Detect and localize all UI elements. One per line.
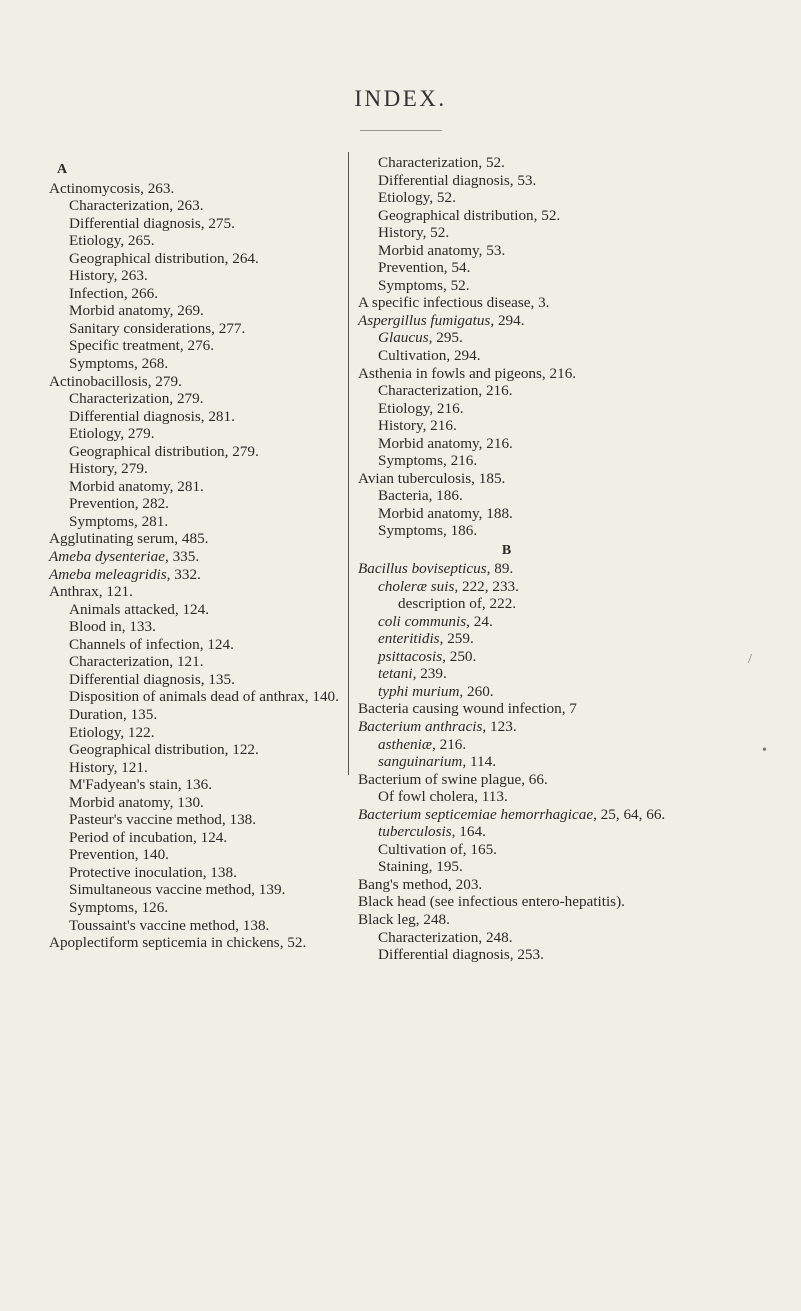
index-entry-text: Pasteur's vaccine method, 138.	[69, 811, 257, 829]
index-entry-term: Bacillus bovisepticus,	[358, 560, 491, 578]
index-entry-text: 335.	[168, 548, 200, 566]
stray-mark-dot: •	[762, 743, 767, 758]
index-entry-text: Symptoms, 268.	[69, 355, 169, 373]
index-entry	[358, 946, 753, 964]
index-entry-text: Etiology, 122.	[69, 723, 155, 741]
index-entry-text: Symptoms, 281.	[69, 512, 169, 530]
index-entry-text: Disposition of animals dead of anthrax, 140.	[69, 688, 339, 706]
index-entry-text: Anthrax, 121.	[49, 583, 133, 601]
index-entry-text: Specific treatment, 276.	[69, 337, 215, 355]
index-entry-term: enteritidis,	[378, 630, 444, 648]
index-entry-text: description of, 222.	[398, 595, 517, 613]
index-entry-text: Symptoms, 126.	[69, 898, 169, 916]
index-entry-term: sanguinarium,	[378, 753, 467, 771]
index-entry	[49, 618, 339, 636]
index-entry	[358, 294, 753, 312]
index-entry	[358, 522, 753, 540]
index-entry	[358, 242, 753, 260]
index-entry-text: 259.	[443, 630, 474, 648]
index-entry	[358, 312, 753, 330]
index-entry-text: 123.	[486, 717, 517, 735]
index-entry-text: Morbid anatomy, 216.	[378, 434, 513, 452]
index-entry	[358, 487, 753, 505]
index-entry	[49, 688, 339, 706]
index-entry	[358, 911, 753, 929]
index-entry-text: Differential diagnosis, 281.	[69, 407, 235, 425]
index-entry	[358, 736, 753, 754]
index-entry	[49, 881, 339, 899]
index-entry-text: Differential diagnosis, 253.	[378, 946, 544, 964]
index-entry-text: Geographical distribution, 279.	[69, 442, 259, 460]
index-entry	[49, 250, 339, 268]
index-entry-text: Etiology, 265.	[69, 232, 155, 250]
index-entry	[49, 215, 339, 233]
index-entry-text: Etiology, 52.	[378, 189, 456, 207]
index-entry-text: Black leg, 248.	[358, 910, 450, 928]
index-entry-text: Differential diagnosis, 53.	[378, 171, 537, 189]
index-entry-text: Agglutinating serum, 485.	[49, 530, 209, 548]
entries-a-continued	[358, 154, 753, 540]
index-entry	[49, 373, 339, 391]
index-entry-text: Characterization, 121.	[69, 653, 204, 671]
index-entry-text: 25, 64, 66.	[596, 805, 666, 823]
index-entry	[358, 505, 753, 523]
index-entry-text: Bacteria, 186.	[378, 487, 463, 505]
index-entry-text: Avian tuberculosis, 185.	[358, 469, 506, 487]
index-entry	[358, 172, 753, 190]
index-entry-term: Ameba meleagridis,	[49, 565, 171, 583]
index-entry-text: Symptoms, 216.	[378, 452, 478, 470]
index-entry	[358, 400, 753, 418]
index-entry	[358, 578, 753, 596]
index-entry-term: Aspergillus fumigatus,	[358, 311, 495, 329]
index-entry-text: History, 121.	[69, 758, 148, 776]
index-entry-text: 216.	[435, 735, 467, 753]
index-entry-text: Morbid anatomy, 188.	[378, 504, 513, 522]
index-entry-term: coli communis,	[378, 612, 470, 630]
index-entry-text: Differential diagnosis, 275.	[69, 214, 235, 232]
index-entry-text: Characterization, 52.	[378, 154, 505, 171]
index-entry-text: Toussaint's vaccine method, 138.	[69, 916, 270, 934]
index-entry	[49, 232, 339, 250]
index-entry-text: Bacterium of swine plague, 66.	[358, 770, 548, 788]
index-entry	[358, 876, 753, 894]
index-entry-text: Characterization, 216.	[378, 382, 513, 400]
index-entry-text: Protective inoculation, 138.	[69, 863, 237, 881]
index-entry-text: Actinobacillosis, 279.	[49, 372, 182, 390]
index-entry	[49, 443, 339, 461]
index-entry	[49, 495, 339, 513]
index-column-right	[358, 154, 753, 964]
index-entry	[358, 648, 753, 666]
index-entry	[49, 934, 339, 952]
index-entry-text: Prevention, 140.	[69, 846, 169, 864]
index-entry-text: Simultaneous vaccine method, 139.	[69, 881, 286, 899]
index-entry-term: tetani,	[378, 665, 417, 683]
index-entry	[358, 365, 753, 383]
index-entry	[358, 753, 753, 771]
index-entry	[358, 435, 753, 453]
index-entry-text: Geographical distribution, 122.	[69, 741, 259, 759]
index-entry-term: astheniæ,	[378, 735, 436, 753]
index-entry	[358, 771, 753, 789]
index-entry	[49, 267, 339, 285]
index-entry	[49, 530, 339, 548]
index-entry	[358, 207, 753, 225]
index-entry-text: Symptoms, 186.	[378, 522, 478, 540]
index-entry-text: Morbid anatomy, 130.	[69, 793, 204, 811]
index-entry-text: 89.	[490, 560, 514, 578]
index-entry	[358, 788, 753, 806]
index-entry-text: Asthenia in fowls and pigeons, 216.	[358, 364, 577, 382]
index-entry	[358, 277, 753, 295]
index-entry	[358, 613, 753, 631]
index-entry	[358, 417, 753, 435]
page-title: INDEX.	[354, 86, 447, 111]
index-entry	[49, 601, 339, 619]
index-entry-term: Bacterium anthracis,	[358, 717, 487, 735]
index-entry-text: 164.	[455, 823, 486, 841]
index-entry-text: Staining, 195.	[378, 858, 463, 876]
index-entry	[358, 154, 753, 172]
index-entry	[49, 197, 339, 215]
index-entry-text: Cultivation of, 165.	[378, 840, 497, 858]
index-entry-text: Characterization, 279.	[69, 390, 204, 408]
index-entry-text: 295.	[432, 329, 463, 347]
index-entry-text: Differential diagnosis, 135.	[69, 670, 235, 688]
index-entry-text: Bang's method, 203.	[358, 875, 483, 893]
index-entry-text: History, 279.	[69, 460, 148, 478]
index-entry-text: Bacteria causing wound infection, 7	[358, 700, 577, 718]
index-entry	[358, 823, 753, 841]
index-entry-text: Etiology, 279.	[69, 425, 155, 443]
index-entry	[49, 566, 339, 584]
index-entry-text: Characterization, 248.	[378, 928, 513, 946]
index-entry	[358, 630, 753, 648]
entries-b	[358, 560, 753, 964]
index-column-left	[49, 161, 339, 952]
index-entry-text: Cultivation, 294.	[378, 347, 481, 365]
index-entry	[49, 355, 339, 373]
index-entry-text: Geographical distribution, 264.	[69, 249, 259, 267]
index-entry-text: A specific infectious disease, 3.	[358, 294, 550, 312]
index-entry-text: Duration, 135.	[69, 705, 158, 723]
index-entry	[49, 302, 339, 320]
index-entry-text: M'Fadyean's stain, 136.	[69, 776, 212, 794]
entries-a	[49, 180, 339, 952]
index-entry	[49, 548, 339, 566]
index-entry	[358, 224, 753, 242]
index-entry-text: 239.	[416, 665, 447, 683]
index-entry-text: Prevention, 282.	[69, 495, 169, 513]
index-entry	[49, 899, 339, 917]
index-entry-text: Animals attacked, 124.	[69, 600, 210, 618]
index-entry-term: tuberculosis,	[378, 823, 456, 841]
index-entry	[358, 929, 753, 947]
index-entry-text: Blood in, 133.	[69, 618, 156, 636]
index-entry	[358, 806, 753, 824]
index-entry-text: History, 52.	[378, 224, 450, 242]
index-entry	[358, 382, 753, 400]
index-entry	[49, 636, 339, 654]
index-entry	[49, 917, 339, 935]
index-entry	[49, 180, 339, 198]
index-entry	[49, 794, 339, 812]
index-entry	[49, 285, 339, 303]
index-entry-text: Channels of infection, 124.	[69, 635, 234, 653]
index-entry	[358, 893, 753, 911]
index-entry-text: Apoplectiform septicemia in chickens, 52.	[49, 934, 307, 952]
index-entry	[358, 259, 753, 277]
index-entry	[49, 864, 339, 882]
index-entry-text: Of fowl cholera, 113.	[378, 788, 508, 806]
index-entry-term: Glaucus,	[378, 329, 433, 347]
index-entry-text: 114.	[466, 753, 496, 771]
index-entry	[358, 470, 753, 488]
index-entry-term: Bacterium septicemiae hemorrhagicae,	[358, 805, 597, 823]
index-entry-text: History, 216.	[378, 417, 457, 435]
index-entry	[49, 337, 339, 355]
index-entry	[358, 452, 753, 470]
index-entry	[358, 718, 753, 736]
index-entry	[358, 700, 753, 718]
section-letter-a: A	[56, 162, 68, 177]
index-entry-text: Morbid anatomy, 281.	[69, 477, 204, 495]
index-entry	[358, 841, 753, 859]
index-entry-text: Symptoms, 52.	[378, 276, 470, 294]
index-entry	[358, 858, 753, 876]
title-rule	[360, 130, 442, 131]
index-entry-text: Actinomycosis, 263.	[49, 179, 175, 197]
index-entry-text: 24.	[469, 612, 493, 630]
index-entry-text: 260.	[463, 682, 494, 700]
index-entry	[49, 829, 339, 847]
index-entry-term: typhi murium,	[378, 682, 464, 700]
index-entry	[358, 347, 753, 365]
index-entry-text: Geographical distribution, 52.	[378, 206, 561, 224]
index-entry	[49, 671, 339, 689]
index-entry	[49, 776, 339, 794]
index-entry-text: Morbid anatomy, 269.	[69, 302, 204, 320]
index-entry	[49, 390, 339, 408]
stray-mark-slash: /	[748, 652, 752, 667]
index-entry-text: History, 263.	[69, 267, 148, 285]
index-entry-text: Period of incubation, 124.	[69, 828, 228, 846]
index-entry	[49, 724, 339, 742]
index-entry	[49, 478, 339, 496]
index-entry-text: Characterization, 263.	[69, 197, 204, 215]
index-entry-text: Prevention, 54.	[378, 259, 471, 277]
index-entry	[49, 846, 339, 864]
index-entry-text: Black head (see infectious entero-hepatitis).	[358, 893, 625, 911]
index-entry-term: choleræ suis,	[378, 577, 459, 595]
index-entry-text: 332.	[170, 565, 201, 583]
index-entry	[358, 595, 753, 613]
index-entry	[49, 741, 339, 759]
index-entry	[49, 759, 339, 777]
index-entry	[49, 811, 339, 829]
index-entry-text: Morbid anatomy, 53.	[378, 241, 506, 259]
index-entry	[49, 408, 339, 426]
index-entry	[49, 653, 339, 671]
index-entry	[49, 425, 339, 443]
index-entry	[49, 513, 339, 531]
index-entry	[358, 329, 753, 347]
index-entry	[49, 583, 339, 601]
index-entry-text: 250.	[445, 647, 477, 665]
index-entry	[49, 706, 339, 724]
index-entry-text: Sanitary considerations, 277.	[69, 319, 246, 337]
index-entry-text: 294.	[494, 311, 525, 329]
section-letter-b: B	[501, 543, 512, 559]
index-entry-term: Ameba dysenteriae,	[49, 548, 169, 566]
index-entry	[49, 320, 339, 338]
index-entry	[49, 460, 339, 478]
index-entry-text: Infection, 266.	[69, 284, 158, 302]
index-entry	[358, 189, 753, 207]
index-entry	[358, 560, 753, 578]
index-entry	[358, 683, 753, 701]
index-entry	[358, 665, 753, 683]
index-entry-text: 222, 233.	[458, 577, 519, 595]
index-entry-term: psittacosis,	[378, 647, 446, 665]
index-entry-text: Etiology, 216.	[378, 399, 464, 417]
column-divider	[348, 152, 349, 775]
